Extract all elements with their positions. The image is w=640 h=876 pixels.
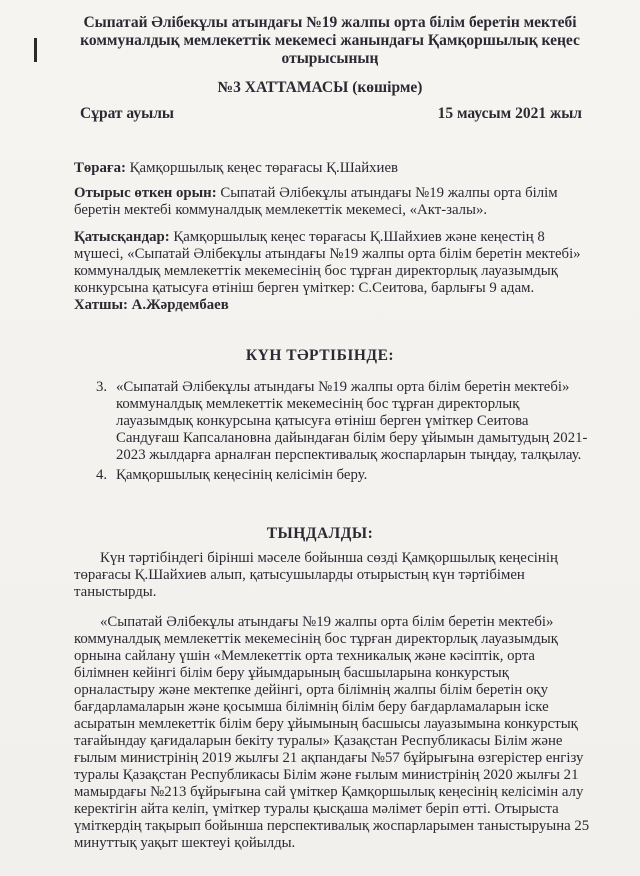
- margin-mark: [34, 38, 37, 62]
- header-line-2: коммуналдық мемлекеттік мекемесі жанындағы Қамқоршылық кеңес: [80, 32, 580, 49]
- header-line-3: отырысының: [281, 50, 379, 67]
- agenda-item-number: 4.: [96, 467, 108, 483]
- chair-line: [74, 160, 592, 177]
- agenda-title: КҮН ТӘРТІБІНДЕ:: [245, 347, 395, 364]
- participants-paragraph: [74, 229, 592, 297]
- secretary-line: Хатшы: А.Жәрдембаев: [74, 297, 229, 313]
- agenda-item: [96, 467, 588, 484]
- heard-paragraph-1: Күн тәртібіндегі бірінші мәселе бойынша сөзді Қамқоршылық кеңесінің төрағасы Қ.Шайхиев алып, қатысушыларды отырыстың күн тәртібімен таныстырды.: [74, 550, 558, 600]
- agenda-item: [96, 379, 588, 464]
- header-line-1: Сыпатай Әлібекұлы атындағы №19 жалпы орта білім беретін мектебі: [83, 14, 577, 31]
- document-header: [60, 14, 600, 68]
- agenda-item-text: «Сыпатай Әлібекұлы атындағы №19 жалпы орта білім беретін мектебі» коммуналдық мемлекеттік мекемесінің бос тұрған директорлық лауазымдық конкурсына қатысуға өтініш берген үміткер Сеитова Сандуғаш Капсалановна дайындаған білім беру ұйымын дамытудың 2021-2023 жылдарға арналған перспективалық жоспарларын тыңдау, талқылау.: [116, 379, 588, 463]
- agenda-item-number: 3.: [96, 379, 108, 395]
- venue-text: Сыпатай Әлібекұлы атындағы №19 жалпы орта білім беретін мектебі коммуналдық мемлекеттік мекемесі, «Акт-залы».: [74, 185, 558, 218]
- heard-paragraph-2: «Сыпатай Әлібекұлы атындағы №19 жалпы орта білім беретін мектебі» коммуналдық мемлекеттік мекемесінің бос тұрған директорлық лауазымдық орнына сайлану үшін «Мемлекеттік орта техникалық және кәсіптік, орта білімнен кейінгі білім беру ұйымдарының басшыларына конкурстық орналастыру және мектепке дейінгі, орта білімнің жалпы білім беретін оқу бағдарламаларын және қосымша білімнің білім беру бағдарламаларын іске асыратын мемлекеттік білім беру ұйымының басшысы лауазымына конкурстық тағайындау қағидаларын бекіту туралы» Қазақстан Республикасы Білім және ғылым министрінің 2019 жылғы 21 ақпандағы №57 бұйрығына өзгерістер енгізу туралы Қазақстан Республикасы Білім және ғылым министрінің 2020 жылғы 21 мамырдағы №213 бұйрығына сай үміткер Қамқоршылық кеңесінің келісімін алу керектігін айта келіп, үміткер туралы қысқаша мәлімет беріп өтті. Отырыста үміткердің тақырып бойынша перспективалық жоспарларымен таныстыруына 25 минуттық уақыт шектеуі қойылды.: [74, 614, 590, 851]
- place-name: Сұрат ауылы: [80, 105, 175, 122]
- chair-text: Қамқоршылық кеңес төрағасы Қ.Шайхиев: [125, 160, 399, 176]
- heard-title: ТЫҢДАЛДЫ:: [266, 525, 374, 542]
- agenda-item-text: Қамқоршылық кеңесінің келісімін беру.: [116, 467, 368, 483]
- venue-paragraph: [74, 185, 592, 219]
- participants-label: Қатысқандар:: [74, 229, 170, 245]
- protocol-title: №3 ХАТТАМАСЫ (көшірме): [217, 79, 423, 96]
- agenda-list: [96, 379, 588, 484]
- participants-text: Қамқоршылық кеңес төрағасы Қ.Шайхиев және кеңестің 8 мүшесі, «Сыпатай Әлібекұлы атындағы №19 жалпы орта білім беретін мектебі» коммуналдық мемлекеттік мекемесінің бос тұрған директорлық лауазымдық конкурсына қатысуға өтініш берген үміткер: С.Сеитова, барлығы 9 адам.: [74, 229, 581, 296]
- venue-label: Отырыс өткен орын:: [74, 185, 217, 201]
- document-date: 15 маусым 2021 жыл: [437, 105, 582, 122]
- chair-label: Төраға:: [74, 160, 126, 176]
